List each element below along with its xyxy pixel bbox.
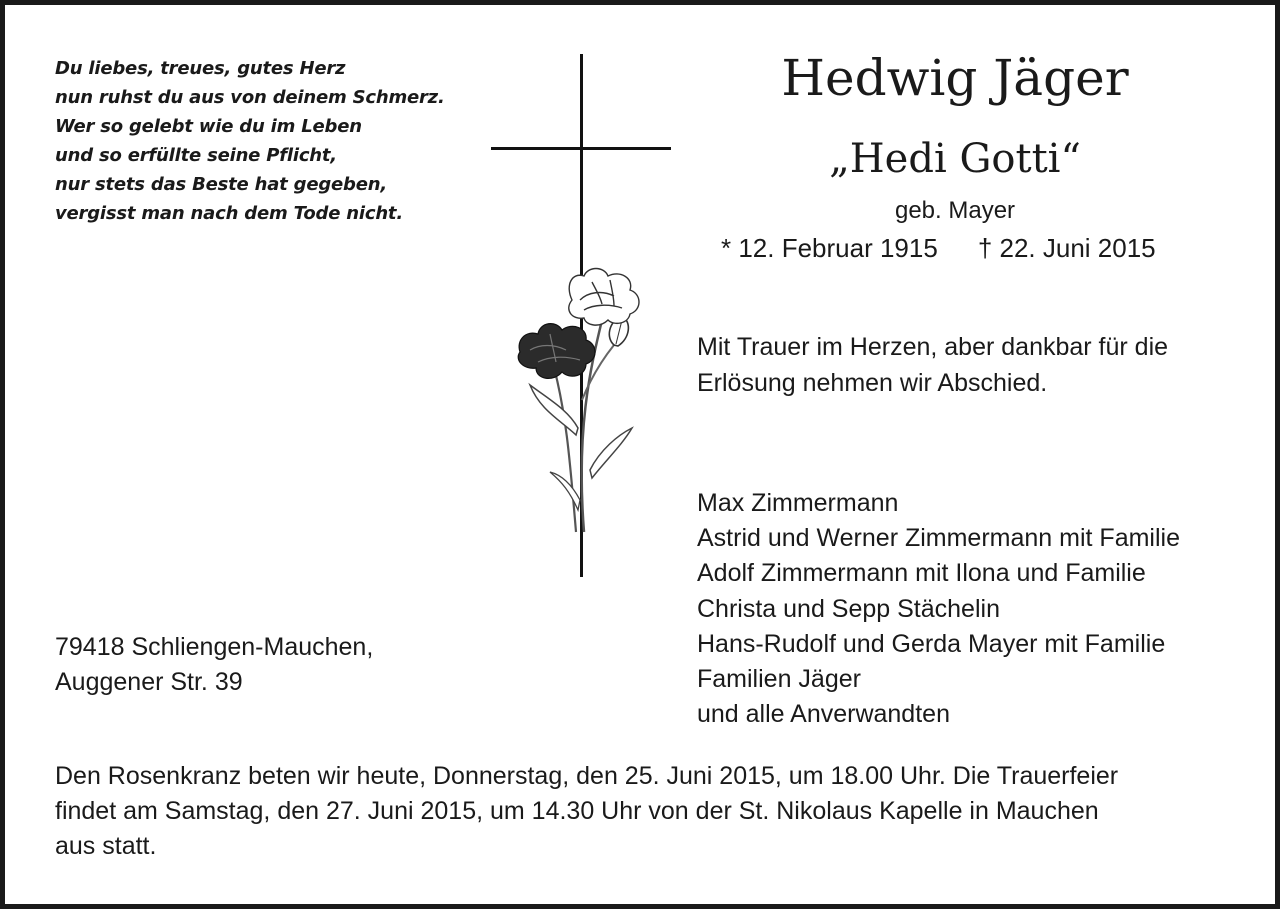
service-announcement [55, 759, 1235, 864]
mourners-list [697, 486, 1257, 732]
service-line: Den Rosenkranz beten wir heute, Donnerstag, den 25. Juni 2015, um 18.00 Uhr. Die Trauerfeier [55, 762, 1119, 790]
poem-line: nur stets das Beste hat gegeben, [55, 174, 387, 195]
poem-line: Wer so gelebt wie du im Leben [55, 116, 362, 137]
service-line: aus statt. [55, 832, 157, 860]
cross-horizontal-beam [491, 147, 671, 150]
mourner-entry: und alle Anverwandten [697, 700, 950, 729]
memorial-poem [55, 54, 475, 228]
message-line: Erlösung nehmen wir Abschied. [697, 369, 1048, 397]
mourner-entry: Adolf Zimmermann mit Ilona und Familie [697, 559, 1146, 588]
carnation-icon [510, 260, 650, 540]
poem-line: nun ruhst du aus von deinem Schmerz. [55, 87, 445, 108]
mourner-entry: Hans-Rudolf und Gerda Mayer mit Familie [697, 629, 1166, 658]
birth-name: geb. Mayer [894, 197, 1016, 224]
birth-date: * 12. Februar 1915 [721, 233, 938, 263]
life-dates [721, 232, 1211, 264]
service-line: findet am Samstag, den 27. Juni 2015, um 14.30 Uhr von der St. Nikolaus Kapelle in Mauchen [55, 797, 1099, 825]
address-line: 79418 Schliengen-Mauchen, [55, 633, 374, 661]
mourner-entry: Christa und Sepp Stächelin [697, 594, 1000, 623]
family-address [55, 630, 475, 700]
mourner-entry: Max Zimmermann [697, 489, 899, 517]
poem-line: vergisst man nach dem Tode nicht. [55, 203, 403, 224]
address-line: Auggener Str. 39 [55, 668, 243, 696]
mourner-entry: Astrid und Werner Zimmermann mit Familie [697, 524, 1180, 553]
death-date: † 22. Juni 2015 [977, 233, 1156, 263]
mourner-entry: Familien Jäger [697, 665, 861, 694]
poem-line: Du liebes, treues, gutes Herz [55, 58, 346, 79]
message-line: Mit Trauer im Herzen, aber dankbar für die [697, 333, 1169, 361]
poem-line: und so erfüllte seine Pflicht, [55, 145, 337, 166]
deceased-nickname: „Hedi Gotti“ [829, 136, 1081, 182]
farewell-message [697, 329, 1257, 401]
deceased-name: Hedwig Jäger [781, 49, 1129, 107]
